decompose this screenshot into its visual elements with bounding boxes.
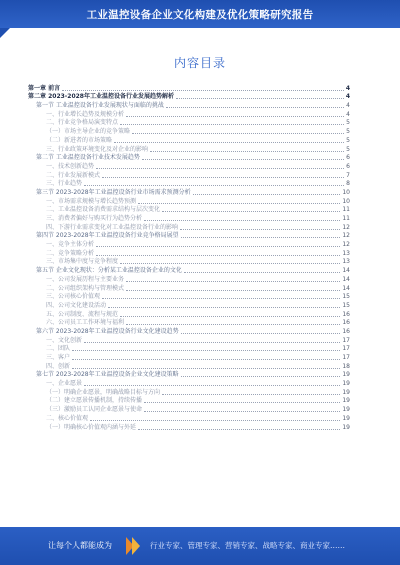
toc-page-number: 19 [342,406,350,414]
toc-entry-title: 一、市场需求规模与增长趋势预测 [46,197,137,205]
toc-page-number: 16 [342,319,350,327]
toc-entry-title: 一、公司发展历程与主要业务 [46,275,125,283]
toc-dot-leader [102,177,344,178]
toc-entry-title: 三、行业趋势 [46,180,83,188]
toc-dot-leader [166,107,344,108]
report-title: 工业温控设备企业文化构建及优化策略研究报告 [86,9,314,21]
toc-dot-leader [126,281,340,282]
toc-dot-leader [126,324,340,325]
toc-entry[interactable] [28,145,350,154]
toc-entry-title: 六、公司员工工作环境与福利 [46,319,125,327]
toc-page-number: 5 [346,136,350,144]
toc-entry-title: 二、行业发展新模式 [46,171,101,179]
toc-entry-title: 一、技术创新趋势 [46,162,95,170]
footer-slogan-left: 让每个人都能成为 [48,541,112,550]
toc-page-number: 11 [342,206,350,214]
toc-entry-title: 二、竞争策略分析 [46,249,95,257]
toc-page-number: 8 [346,180,350,188]
toc-dot-leader [193,194,341,195]
toc-page-number: 7 [346,171,350,179]
toc-page-number: 19 [342,397,350,405]
toc-dot-leader [142,159,344,160]
toc-dot-leader [162,211,340,212]
toc-page-number: 6 [346,154,350,162]
toc-entry-title: 第五节 企业文化现状：分析某工业温控设备企业的文化 [36,267,182,275]
toc-dot-leader [120,263,340,264]
toc-page-number: 10 [342,197,350,205]
toc-entry-title: 第二章 2023-2028年工业温控设备行业发展趋势解析 [28,93,174,101]
toc-dot-leader [138,429,340,430]
toc-entry[interactable] [28,319,350,328]
toc-entry-title: 一、竞争主体分析 [46,241,95,249]
toc-page-number: 12 [342,241,350,249]
toc-entry[interactable] [28,84,350,93]
toc-entry-title: 三、消费者偏好与购买行为趋势分析 [46,215,143,222]
toc-page-number: 19 [342,414,350,422]
toc-entry[interactable] [28,249,350,258]
toc-entry[interactable] [28,206,350,215]
toc-page-number: 16 [342,327,350,335]
toc-entry[interactable] [28,397,350,406]
toc-page-number: 4 [346,110,350,118]
toc-entry[interactable] [28,110,350,119]
toc-entry-title: 一、行业增长趋势及规模分析 [46,110,125,118]
toc-entry-title: 第四节 2023-2028年工业温控设备行业竞争格局展望 [36,232,179,240]
toc-entry[interactable] [28,240,350,249]
toc-entry[interactable] [28,223,350,232]
toc-dot-leader [126,116,344,117]
toc-dot-leader [176,98,344,99]
toc-entry[interactable] [28,197,350,206]
toc-entry[interactable] [28,154,350,163]
toc-page-number: 14 [342,284,350,292]
toc-entry[interactable] [28,119,350,128]
toc-entry-title: 第三节 2023-2028年工业温控设备行业市场需求预测分析 [36,188,191,196]
toc-dot-leader [120,316,340,317]
toc-dot-leader [144,220,340,221]
toc-dot-leader [96,246,340,247]
toc-page-number: 17 [342,345,350,353]
toc-dot-leader [72,359,340,360]
toc-entry-title: 五、公司制度、流程与规范 [46,310,119,318]
footer-arrow-icon [124,535,142,557]
toc-dot-leader [138,203,340,204]
toc-entry-title: 第二节 工业温控设备行业技术发展趋势 [36,154,140,162]
table-of-contents [28,84,350,432]
toc-dot-leader [184,272,340,273]
toc-dot-leader [108,307,340,308]
toc-entry-title: （一）市场主导企业的竞争策略 [46,128,131,136]
toc-entry[interactable] [28,327,350,336]
toc-entry[interactable] [28,293,350,302]
toc-page-number: 14 [342,267,350,275]
toc-dot-leader [132,133,344,134]
toc-entry-title: 二、行业竞争格局演变特点 [46,119,119,127]
toc-entry-title: 三、公司核心价值观 [46,293,101,301]
toc-entry-title: 第七节 2023-2028年工业温控设备企业文化建设策略 [36,371,179,379]
toc-entry-title: 四、公司文化建设活动 [46,301,107,309]
toc-entry[interactable] [28,362,350,371]
toc-entry[interactable] [28,379,350,388]
toc-page-number: 15 [342,301,350,309]
toc-dot-leader [126,290,340,291]
toc-page-number: 19 [342,380,350,388]
toc-entry[interactable] [28,353,350,362]
toc-dot-leader [144,402,340,403]
toc-entry-title: 二、公司组织架构与管理模式 [46,284,125,292]
toc-entry-title: 二、团队 [46,345,71,353]
toc-page-number: 5 [346,119,350,127]
toc-entry[interactable] [28,93,350,102]
toc-entry-title: 第一章 前言 [28,84,61,92]
toc-dot-leader [84,342,340,343]
toc-entry-title: 三、客户 [46,354,71,361]
toc-entry-title: 一、文化创新 [46,336,83,344]
toc-page-number: 19 [342,423,350,431]
toc-entry[interactable] [28,423,350,432]
toc-dot-leader [62,90,344,91]
toc-entry-title: 三、行业政策环境变化及对企业的影响 [46,145,149,153]
toc-entry-title: （一）明确核心价值观内涵与外延 [46,423,137,431]
toc-page-number: 17 [342,336,350,344]
toc-entry[interactable] [28,101,350,110]
toc-heading: 内容目录 [173,56,226,70]
toc-page-number: 12 [342,232,350,240]
toc-dot-leader [96,255,340,256]
toc-entry-title: 第一节 工业温控设备行业发展现状与面临的挑战 [36,102,164,110]
toc-entry-title: 二、核心价值观 [46,414,89,422]
toc-page-number: 11 [342,215,350,222]
page-footer [0,527,400,565]
toc-page-number: 5 [346,128,350,136]
toc-dot-leader [144,411,340,412]
toc-dot-leader [96,168,344,169]
toc-page-number: 17 [342,354,350,361]
toc-entry[interactable] [28,127,350,136]
toc-entry[interactable] [28,371,350,380]
toc-entry-title: 四、下游行业需求变化对工业温控设备行业的影响 [46,223,179,231]
toc-page-number: 15 [342,293,350,301]
toc-entry[interactable] [28,336,350,345]
toc-page-number: 19 [342,388,350,396]
toc-dot-leader [84,385,340,386]
toc-entry-title: 二、工业温控设备消费需求结构与层次变化 [46,206,161,214]
toc-dot-leader [72,368,340,369]
toc-page-number: 13 [342,249,350,257]
toc-entry[interactable] [28,284,350,293]
toc-dot-leader [162,394,340,395]
toc-page-number: 19 [342,371,350,379]
toc-entry[interactable] [28,188,350,197]
header-corner-decoration [0,28,10,38]
toc-page-number: 6 [346,162,350,170]
toc-dot-leader [120,124,344,125]
toc-dot-leader [181,333,341,334]
toc-page-number: 4 [346,102,350,110]
toc-entry[interactable] [28,232,350,241]
toc-dot-leader [180,229,340,230]
toc-entry-title: 四、创新 [46,362,71,370]
toc-page-number: 12 [342,223,350,231]
toc-entry[interactable] [28,414,350,423]
toc-page-number: 10 [342,188,350,196]
toc-entry[interactable] [28,388,350,397]
toc-page-number: 4 [345,93,350,101]
toc-entry-title: 第六节 2023-2028年工业温控设备行业文化建设趋势 [36,327,179,335]
page-header [0,0,400,28]
toc-entry-title: （三）激励员工认同企业愿景与使命 [46,406,143,414]
toc-entry[interactable] [28,310,350,319]
toc-entry-title: （二）建立愿景传播机制，持续传播 [46,397,143,405]
toc-dot-leader [90,420,340,421]
toc-entry[interactable] [28,405,350,414]
toc-dot-leader [84,185,344,186]
toc-dot-leader [150,151,344,152]
toc-entry[interactable] [28,345,350,354]
toc-page-number: 4 [345,84,350,92]
toc-page-number: 18 [342,362,350,370]
toc-entry[interactable] [28,275,350,284]
toc-dot-leader [181,237,341,238]
toc-page-number: 14 [342,275,350,283]
toc-entry-title: （一）明确企业愿景，明确战略目标与方向 [46,388,161,396]
toc-entry[interactable] [28,214,350,223]
toc-entry-title: （二）新进者的市场策略 [46,136,113,144]
toc-entry[interactable] [28,180,350,189]
footer-slogan-right: 行业专家、管理专家、营销专家、战略专家、商业专家…… [150,541,345,550]
toc-page-number: 16 [342,310,350,318]
toc-dot-leader [102,298,340,299]
toc-entry[interactable] [28,266,350,275]
toc-entry[interactable] [28,171,350,180]
toc-dot-leader [181,376,341,377]
toc-dot-leader [114,142,344,143]
toc-entry[interactable] [28,258,350,267]
toc-entry-title: 一、企业愿景 [46,380,83,388]
toc-page-number: 5 [346,145,350,153]
toc-dot-leader [72,350,340,351]
toc-entry[interactable] [28,301,350,310]
toc-entry-title: 三、市场集中度与竞争程度 [46,258,119,266]
toc-page-number: 13 [342,258,350,266]
toc-entry[interactable] [28,136,350,145]
toc-entry[interactable] [28,162,350,171]
